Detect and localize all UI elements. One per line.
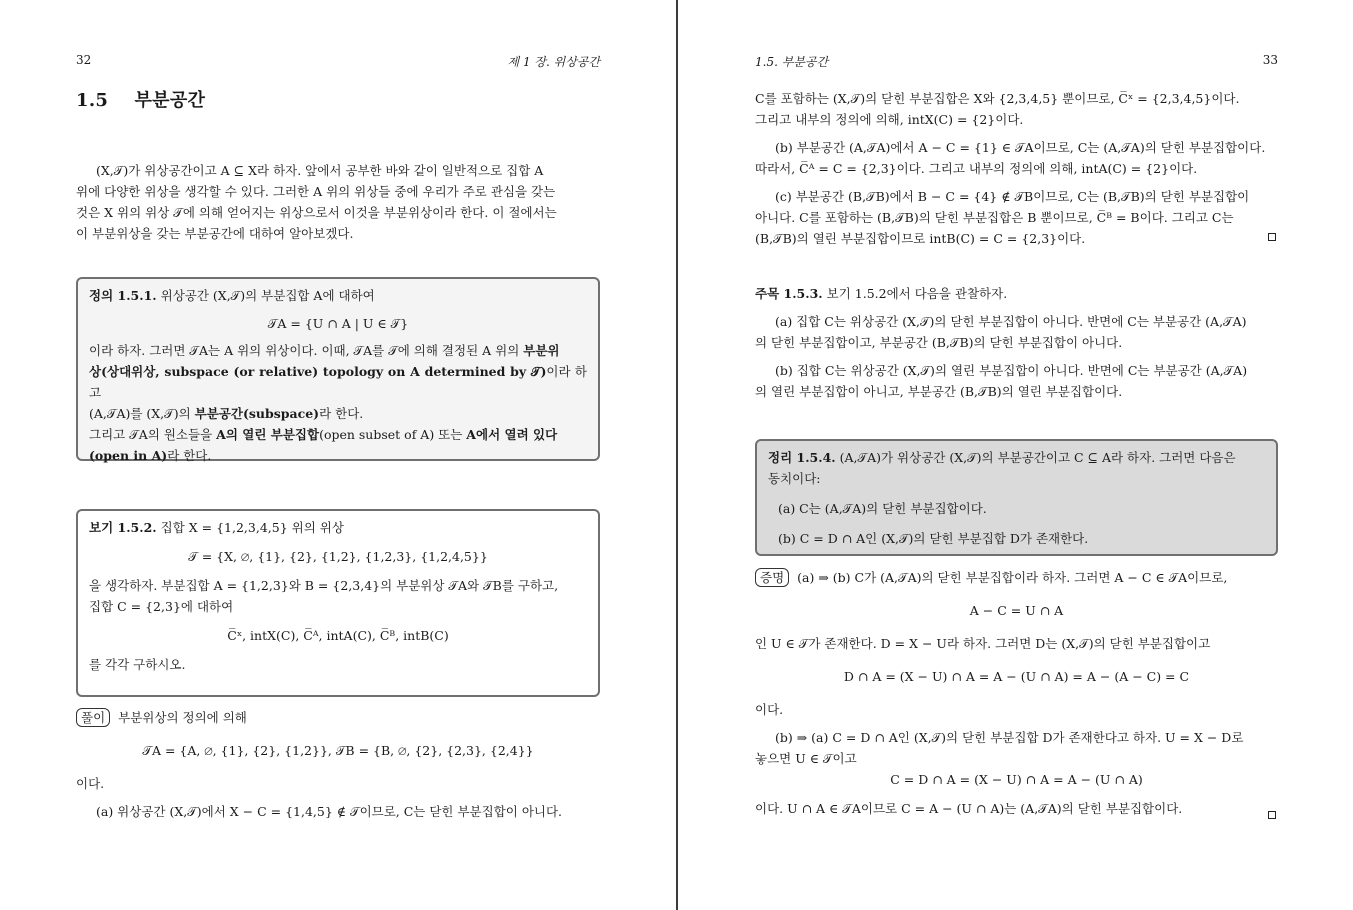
definition-line-5 bbox=[89, 445, 587, 466]
section-title: 1.5 부분공간 bbox=[76, 90, 206, 111]
example-head bbox=[89, 517, 587, 538]
part-c-line-3: (B,𝒯B)의 열린 부분집합이므로 intB(C) = C = {2,3}이다. bbox=[755, 231, 1086, 246]
intro-line: 것은 X 위의 위상 𝒯에 의해 얻어지는 위상으로서 이것을 부분위상이라 한다. 이 절에서는 bbox=[76, 205, 557, 220]
page-number-right: 33 bbox=[1262, 53, 1278, 67]
text: 라 한다. bbox=[167, 448, 212, 463]
intro-line: 이 부분위상을 갖는 부분공간에 대하여 알아보겠다. bbox=[76, 226, 354, 241]
definition-formula: 𝒯A = {U ∩ A | U ∈ 𝒯} bbox=[267, 316, 409, 331]
solution-head-text: 부분위상의 정의에 의해 bbox=[118, 710, 247, 725]
definition-line-1 bbox=[89, 340, 587, 361]
term: A의 열린 부분집합 bbox=[216, 427, 320, 442]
example-box bbox=[76, 509, 600, 697]
intro-line: 위에 다양한 위상을 생각할 수 있다. 그러한 A 위의 위상들 중에 우리가 주로 관심을 갖는 bbox=[76, 184, 556, 199]
theorem-head-text: (A,𝒯A)가 위상공간 (X,𝒯)의 부분공간이고 C ⊆ A라 하자. 그러면 다음은 bbox=[839, 450, 1236, 465]
proof-line-2: 인 U ∈ 𝒯가 존재한다. D = X − U라 하자. 그러면 D는 (X,𝒯)의 닫힌 부분집합이고 bbox=[755, 636, 1211, 651]
remark-a-line-2: 의 닫힌 부분집합이고, 부분공간 (B,𝒯B)의 닫힌 부분집합이 아니다. bbox=[755, 335, 1123, 350]
theorem-head-2: 동치이다: bbox=[768, 471, 821, 486]
definition-line-4 bbox=[89, 424, 587, 445]
example-line-2: 집합 C = {2,3}에 대하여 bbox=[89, 599, 234, 614]
solution-head bbox=[76, 707, 600, 728]
example-formula-1: 𝒯 = {X, ∅, {1}, {2}, {1,2}, {1,2,3}, {1,2,4,5}} bbox=[188, 549, 488, 564]
theorem-label: 정리 1.5.4. bbox=[768, 450, 836, 465]
remark-label: 주목 1.5.3. bbox=[755, 286, 823, 301]
proof-text: (a) ⇒ (b) C가 (A,𝒯A)의 닫힌 부분집합이라 하자. 그러면 A − C ∈ 𝒯A이므로, bbox=[797, 570, 1228, 585]
remark-head bbox=[755, 283, 1278, 304]
proof-line-5: 놓으면 U ∈ 𝒯이고 bbox=[755, 751, 857, 766]
proof-formula-3: C = D ∩ A = (X − U) ∩ A = A − (U ∩ A) bbox=[890, 772, 1143, 787]
text: (open subset of A) 또는 bbox=[319, 427, 467, 442]
theorem-item-a: (a) C는 (A,𝒯A)의 닫힌 부분집합이다. bbox=[778, 501, 987, 516]
remark-head-text: 보기 1.5.2에서 다음을 관찰하자. bbox=[826, 286, 1008, 301]
intro-line: (X,𝒯)가 위상공간이고 A ⊆ X라 하자. 앞에서 공부한 바와 같이 일반적으로 집합 A bbox=[96, 163, 544, 178]
qed-square bbox=[1268, 233, 1276, 241]
right-page bbox=[678, 0, 1353, 910]
cont-line-1: C를 포함하는 (X,𝒯)의 닫힌 부분집합은 X와 {2,3,4,5} 뿐이므로, C̅ˣ = {2,3,4,5}이다. bbox=[755, 91, 1240, 106]
theorem-box bbox=[755, 439, 1278, 556]
theorem-head bbox=[768, 447, 1265, 468]
solution-formula: 𝒯A = {A, ∅, {1}, {2}, {1,2}}, 𝒯B = {B, ∅, {2}, {2,3}, {2,4}} bbox=[142, 743, 534, 758]
proof-line-4: (b) ⇒ (a) C = D ∩ A인 (X,𝒯)의 닫힌 부분집합 D가 존재한다고 하자. U = X − D로 bbox=[775, 730, 1244, 745]
example-head-text: 집합 X = {1,2,3,4,5} 위의 위상 bbox=[160, 520, 344, 535]
text: (A,𝒯A)를 (X,𝒯)의 bbox=[89, 406, 195, 421]
term: 부분공간(subspace) bbox=[194, 406, 320, 421]
definition-head bbox=[89, 285, 587, 306]
page-number-left: 32 bbox=[76, 53, 92, 67]
definition-box bbox=[76, 277, 600, 461]
part-c-line-1: (c) 부분공간 (B,𝒯B)에서 B − C = {4} ∉ 𝒯B이므로, C는 (B,𝒯B)의 닫힌 부분집합이 bbox=[775, 189, 1250, 204]
text: 그리고 𝒯A의 원소들을 bbox=[89, 427, 217, 442]
definition-line-2 bbox=[89, 361, 587, 403]
cont-line-2: 그리고 내부의 정의에 의해, intX(C) = {2}이다. bbox=[755, 112, 1024, 127]
remark-b-line-2: 의 열린 부분집합이 아니고, 부분공간 (B,𝒯B)의 열린 부분집합이다. bbox=[755, 384, 1123, 399]
remark-a-line-1: (a) 집합 C는 위상공간 (X,𝒯)의 닫힌 부분집합이 아니다. 반면에 C는 부분공간 (A,𝒯A) bbox=[775, 314, 1247, 329]
part-c-line-2: 아니다. C를 포함하는 (B,𝒯B)의 닫힌 부분집합은 B 뿐이므로, C̅ᴮ = B이다. 그리고 C는 bbox=[755, 210, 1234, 225]
left-page bbox=[0, 0, 676, 910]
proof-line-1 bbox=[755, 567, 1278, 588]
remark-block bbox=[755, 283, 1278, 402]
example-label: 보기 1.5.2. bbox=[89, 520, 157, 535]
proof-formula-2: D ∩ A = (X − U) ∩ A = A − (U ∩ A) = A − (A − C) = C bbox=[843, 669, 1190, 684]
part-b-line-2: 따라서, C̅ᴬ = C = {2,3}이다. 그리고 내부의 정의에 의해, intA(C) = {2}이다. bbox=[755, 161, 1198, 176]
solution-part-a: (a) 위상공간 (X,𝒯)에서 X − C = {1,4,5} ∉ 𝒯이므로, C는 닫힌 부분집합이 아니다. bbox=[96, 804, 563, 819]
text: 라 한다. bbox=[319, 406, 364, 421]
example-line-3: 를 각각 구하시오. bbox=[89, 657, 186, 672]
solution-block bbox=[76, 707, 600, 822]
text: 이라 하고 bbox=[89, 364, 587, 400]
example-formula-2: C̅ˣ, intX(C), C̅ᴬ, intA(C), C̅ᴮ, intB(C) bbox=[227, 628, 449, 643]
proof-tag: 증명 bbox=[755, 568, 789, 587]
solution-tag: 풀이 bbox=[76, 708, 110, 727]
part-b-line-1: (b) 부분공간 (A,𝒯A)에서 A − C = {1} ∈ 𝒯A이므로, C는 (A,𝒯A)의 닫힌 부분집합이다. bbox=[775, 140, 1266, 155]
running-head-left: 제 1 장. 위상공간 bbox=[507, 55, 600, 69]
intro-paragraph bbox=[76, 160, 600, 244]
definition-line-3 bbox=[89, 403, 587, 424]
proof-formula-1: A − C = U ∩ A bbox=[969, 603, 1064, 618]
proof-block bbox=[755, 567, 1278, 819]
definition-label: 정의 1.5.1. bbox=[89, 288, 157, 303]
example-line-1: 을 생각하자. 부분집합 A = {1,2,3}와 B = {2,3,4}의 부분위상 𝒯A와 𝒯B를 구하고, bbox=[89, 578, 559, 593]
example-continuation bbox=[755, 88, 1278, 249]
proof-line-6: 이다. U ∩ A ∈ 𝒯A이므로 C = A − (U ∩ A)는 (A,𝒯A)의 닫힌 부분집합이다. bbox=[755, 801, 1183, 816]
proof-line-3: 이다. bbox=[755, 702, 784, 717]
term: 상(상대위상, subspace (or relative) topology on A determined by 𝒯) bbox=[89, 364, 547, 379]
definition-head-text: 위상공간 (X,𝒯)의 부분집합 A에 대하여 bbox=[160, 288, 375, 303]
remark-b-line-1: (b) 집합 C는 위상공간 (X,𝒯)의 열린 부분집합이 아니다. 반면에 C는 부분공간 (A,𝒯A) bbox=[775, 363, 1248, 378]
term: 부분위 bbox=[523, 343, 560, 358]
running-head-right: 1.5. 부분공간 bbox=[755, 55, 829, 69]
text: 이라 하자. 그러면 𝒯A는 A 위의 위상이다. 이때, 𝒯A를 𝒯에 의해 결정된 A 위의 bbox=[89, 343, 524, 358]
solution-after: 이다. bbox=[76, 776, 105, 791]
qed-square bbox=[1268, 811, 1276, 819]
theorem-item-b: (b) C = D ∩ A인 (X,𝒯)의 닫힌 부분집합 D가 존재한다. bbox=[778, 531, 1089, 546]
term: A에서 열려 있다 bbox=[466, 427, 558, 442]
term: (open in A) bbox=[89, 448, 168, 463]
